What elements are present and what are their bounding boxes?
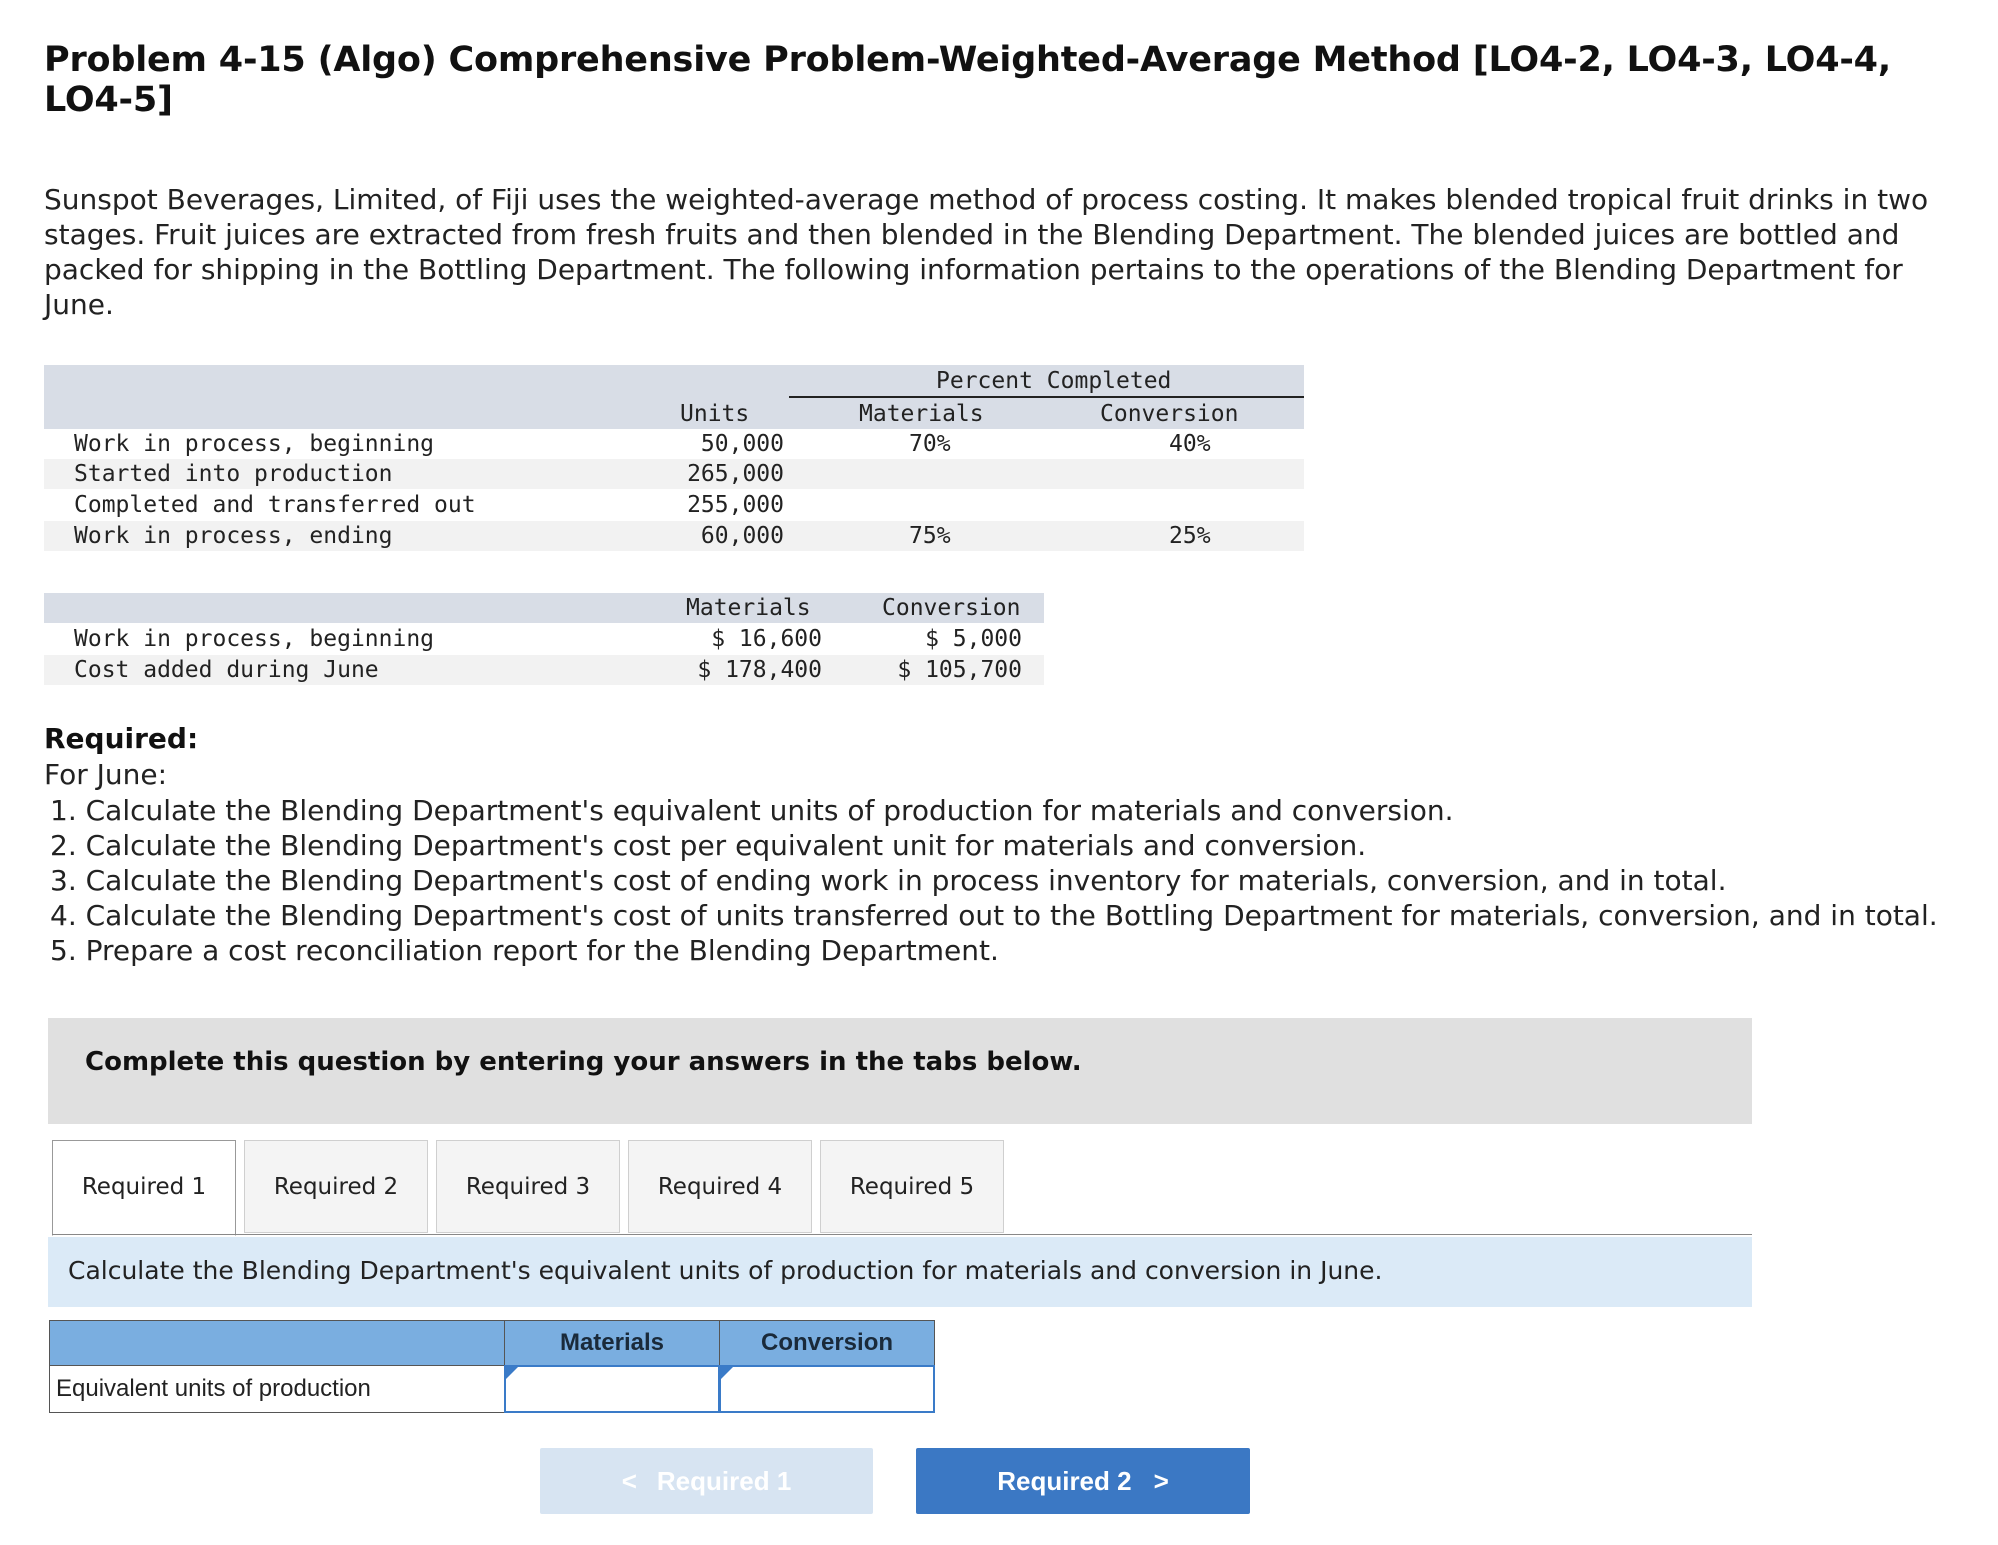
units-value: 60,000: [700, 523, 784, 549]
tab-instruction: [48, 1237, 1752, 1307]
tab-required-3[interactable]: Required 3: [436, 1140, 620, 1233]
problem-intro: Sunspot Beverages, Limited, of Fiji uses the weighted-average method of process costing. It makes blended tropical fruit drinks in two stages. Fruit juices are extracted from fresh fruits and then blended in the Blending Department. The blended juices are bottled and packed for shipping in the Bottling Department. The following information pertains to the operations of the Blending Department for June.: [44, 183, 1929, 321]
answer-materials-header: Materials: [504, 1320, 720, 1366]
cost-table: [44, 593, 1044, 686]
conversion-percent: 40%: [1169, 431, 1211, 457]
conversion-col-header: Conversion: [1100, 401, 1239, 427]
prev-button-label: Required 1: [656, 1466, 792, 1496]
cost-conversion-header: Conversion: [882, 595, 1021, 621]
table-row: [44, 624, 1044, 654]
row-label: Work in process, ending: [74, 523, 393, 549]
table-row: [44, 655, 1044, 685]
materials-percent: 70%: [909, 431, 951, 457]
prev-required-button[interactable]: [540, 1448, 873, 1514]
materials-col-header: Materials: [859, 401, 984, 427]
instruction-text: Calculate the Blending Department's equivalent units of production for materials and conversion in June.: [68, 1256, 1383, 1285]
required-heading: Required:: [44, 722, 199, 755]
instructions-banner: [48, 1018, 1752, 1124]
list-item: 4. Calculate the Blending Department's cost of units transferred out to the Bottling Department for materials, conversion, and in total.: [50, 899, 1938, 932]
list-item: 2. Calculate the Blending Department's cost per equivalent unit for materials and conversion.: [50, 829, 1367, 862]
conversion-equivalent-units-input[interactable]: [721, 1367, 933, 1411]
row-label: Work in process, beginning: [74, 626, 435, 652]
tab-required-5[interactable]: Required 5: [820, 1140, 1004, 1233]
units-table: [44, 365, 1304, 554]
tab-divider: [52, 1234, 1752, 1235]
next-required-button[interactable]: [916, 1448, 1250, 1514]
list-item: 5. Prepare a cost reconciliation report for the Blending Department.: [50, 934, 999, 967]
materials-percent: 75%: [909, 523, 951, 549]
row-label: Completed and transferred out: [74, 492, 476, 518]
conversion-cost: $ 5,000: [925, 626, 1022, 652]
materials-input-cell: [504, 1365, 720, 1413]
units-value: 255,000: [687, 492, 784, 518]
units-col-header: Units: [680, 401, 750, 427]
units-value: 50,000: [700, 431, 784, 457]
row-label: Started into production: [74, 461, 393, 487]
cost-materials-header: Materials: [686, 595, 811, 621]
next-button-label: Required 2: [997, 1466, 1132, 1496]
percent-completed-rule: [789, 396, 1304, 398]
answer-conversion-header: Conversion: [719, 1320, 935, 1366]
materials-equivalent-units-input[interactable]: [506, 1367, 718, 1411]
chevron-left-icon: <: [621, 1466, 637, 1496]
banner-text: Complete this question by entering your answers in the tabs below.: [85, 1047, 1082, 1077]
conversion-percent: 25%: [1169, 523, 1211, 549]
table-row: [44, 490, 1304, 520]
input-marker-icon: [506, 1367, 518, 1379]
table-row: [44, 521, 1304, 551]
materials-cost: $ 178,400: [697, 657, 822, 683]
tab-required-1[interactable]: Required 1: [52, 1140, 236, 1236]
required-list: [44, 793, 1938, 968]
page-title: Problem 4-15 (Algo) Comprehensive Problem-Weighted-Average Method [LO4-2, LO4-3, LO4-4, LO4-5]: [44, 40, 1891, 120]
percent-completed-header: Percent Completed: [936, 368, 1172, 394]
table-row: [44, 459, 1304, 489]
chevron-right-icon: >: [1153, 1466, 1169, 1496]
row-label: Cost added during June: [74, 657, 379, 683]
answer-header-blank: [49, 1320, 505, 1366]
tab-required-4[interactable]: Required 4: [628, 1140, 812, 1233]
tab-required-2[interactable]: Required 2: [244, 1140, 428, 1233]
conversion-cost: $ 105,700: [897, 657, 1022, 683]
conversion-input-cell: [719, 1365, 935, 1413]
answer-table: [49, 1320, 935, 1413]
input-marker-icon: [721, 1367, 733, 1379]
list-item: 3. Calculate the Blending Department's cost of ending work in process inventory for materials, conversion, and in total.: [50, 864, 1727, 897]
row-label: Work in process, beginning: [74, 431, 435, 457]
list-item: 1. Calculate the Blending Department's equivalent units of production for materials and conversion.: [50, 794, 1454, 827]
required-subheading: For June:: [44, 758, 168, 791]
answer-row-label: Equivalent units of production: [49, 1365, 505, 1413]
units-value: 265,000: [687, 461, 784, 487]
materials-cost: $ 16,600: [711, 626, 822, 652]
table-row: [44, 429, 1304, 459]
